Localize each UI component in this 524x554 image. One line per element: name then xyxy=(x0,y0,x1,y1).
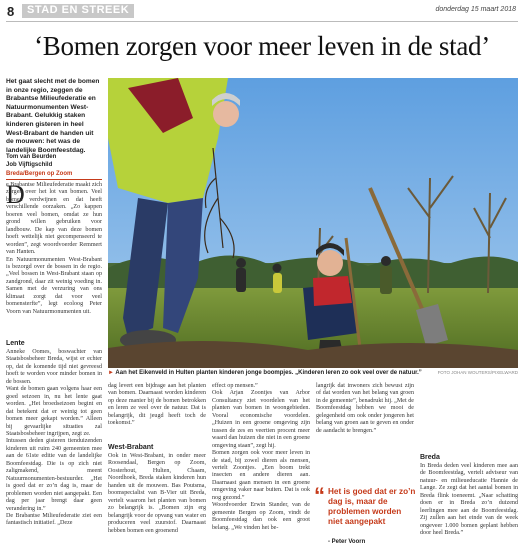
body-lente: Anneke Oomes, boswachter van Staatsbosbeheer Breda, wijst er echter op, dat de komende tijd niet gevreesd hoeft te worden voor minder bomen in de bossen. Want de bomen gaan volgens haar een goed seizoen in, nu het lente gaat worden. „Het broedseizoen begint en dat betekent dat er weinig tot geen bomen meer gekapt worden.” Alleen bij gevaarlijke situaties zal Staatsbosbeheer ingrijpen, zegt ze. Intussen deden gisteren tienduizenden kinderen uit ruim 240 gemeenten mee aan de 61ste editie van de landelijke Boomfeestdag. Die is op zich niet zaligmakend, meent Natuurmonumenten-bestuurder. „Het is goed dat er zo’n dag is, maar de problemen worden niet aangepakt. Een dag per jaar brengt daar geen verandering in.” De Brabantse Milieufederatie ziet een fantastisch initiatief. „Deze xyxy=(6,349,102,527)
photo-credit: FOTO JOHAN WOUTERS/PIXELWARD xyxy=(437,370,518,375)
dateline-place: Breda/Bergen op Zoom xyxy=(6,170,102,180)
body-breda: In Breda deden veel kinderen mee aan de Boomfeestdag, vertelt adviseur van natuur- en milieueducatie Hannie de Lange. Ze zegt dat het aantal bomen in Breda flink toeneemt. „Naar schatting doen er in Breda zo’n duizend leerlingen mee aan de Boomfeestdag. Zij zullen aan het einde van de week ongeveer 1.000 bomen geplant hebben door heel Breda.” xyxy=(420,463,518,537)
pull-quote-text: Het is goed dat er zo’n dag is, maar de problemen worden niet aangepakt xyxy=(328,487,416,526)
headline: ‘Bomen zorgen voor meer leven in de stad’ xyxy=(34,31,490,61)
subheading-west-brabant: West-Brabant xyxy=(108,444,154,451)
caption-quote: „Kinderen leren zo ook veel over de natuur.” xyxy=(295,370,422,376)
author-name: Tom van Beurden xyxy=(6,154,57,160)
body-intro: e Brabantse Milieufederatie maakt zich zorgen over het lot van bomen. Veel bomen verdwijnen en dat heeft verschillende oorzaken. „Zo kappen boeren veel bomen, omdat ze hun grond willen gebruiken voor landbouw. De kap van deze bomen hoeft wettelijk niet gecompenseerd te worden”, zegt woordvoerder Remmert van Hanten. En Natuurmonumenten West-Brabant is bezorgd over de bossen in de regio. „Veel bossen in West-Brabant staan op zandgrond, daar zit weinig voeding in. Samen met de verzuring van ons klimaat zorgt dat voor veel bomensterfte”, legt ecoloog Peter Voorn van Natuurmonumenten uit. xyxy=(6,182,102,315)
body-column-2: dag levert een bijdrage aan het planten van bomen. Daarnaast worden kinderen op deze manier bij de bomen betrokken en leren ze veel over de natuur. Dat is belangrijk, dit jeugd heeft toch de toekomst.” xyxy=(108,383,206,427)
drop-cap: D xyxy=(6,180,25,209)
body-west-brabant: Ook in West-Brabant, in onder meer Roosendaal, Bergen op Zoom, Oosterhout, Hulten, Chaam, Noordhoek, Breda staken kinderen hun handen uit de mouwen. Bas Poutsma, boomspecialist van B-Vier uit Breda, vertelt waarom het planten van bomen zo belangrijk is. „Bomen zijn erg belangrijk voor de opvang van water en produceren veel zuurstof. Daarnaast hebben bomen een groenend xyxy=(108,453,206,534)
caption-arrow-icon: ► xyxy=(108,370,114,376)
photo-caption xyxy=(108,370,518,376)
header-rule xyxy=(6,21,518,22)
caption-lead: Aan het Eikenveld in Hulten planten kinderen jonge boompjes. xyxy=(115,370,294,376)
subheading-breda: Breda xyxy=(420,454,440,461)
issue-date: donderdag 15 maart 2018 xyxy=(435,6,516,13)
byline xyxy=(6,153,102,169)
photo-illustration xyxy=(108,78,518,368)
article-photo xyxy=(108,78,518,368)
body-column-3: effect op mensen.” Ook Arjan Zoontjes van Arbor Consultancy ziet voordelen van het planten van bomen in woongebieden. Vooral economische voordelen. „Huizen in een groene omgeving zijn tussen de zes en veertien procent meer waard dan huizen die niet in een groene omgeving staan”, zegt hij. Bomen zorgen ook voor meer leven in de stad, bij zowel dieren als mensen, vertelt Zoontjes. „Een boom trekt insecten en andere dieren aan. Daarnaast gaan mensen in een groene omgeving vaker naar buiten. Dat is ook nog gezond.” Woordvoerder Erwin Stander, van de gemeente Bergen op Zoom, vindt de Boomfeestdag dan ook een groot belang. „We vinden het be- xyxy=(212,383,310,531)
pull-quote-author: - Peter Voorn xyxy=(328,539,366,545)
lead-paragraph: Het gaat slecht met de bomen in onze regio, zeggen de Brabantse Milieufederatie en Natuurmonumenten West-Brabant. Gelukkig staken kinderen gisteren in heel West-Brabant de handen uit de mouwen: het was de landelijke Boomfeestdag. xyxy=(6,78,100,154)
author-name: Job Vijftigschild xyxy=(6,162,53,168)
body-column-4: langrijk dat inwoners zich bewust zijn of dat worden van het belang van groen in de gemeente”, benadrukt hij. „Met de Boomfeestdag hebben we mooi de gelegenheid om ook onder jongeren het belang van groen aan te geven en onder de aandacht te brengen.” xyxy=(316,383,414,434)
page-number: 8 xyxy=(7,4,15,19)
pull-quote xyxy=(312,484,416,550)
quote-mark-icon: “ xyxy=(314,483,325,508)
section-label: STAD EN STREEK xyxy=(22,4,134,18)
subheading-lente: Lente xyxy=(6,340,25,347)
